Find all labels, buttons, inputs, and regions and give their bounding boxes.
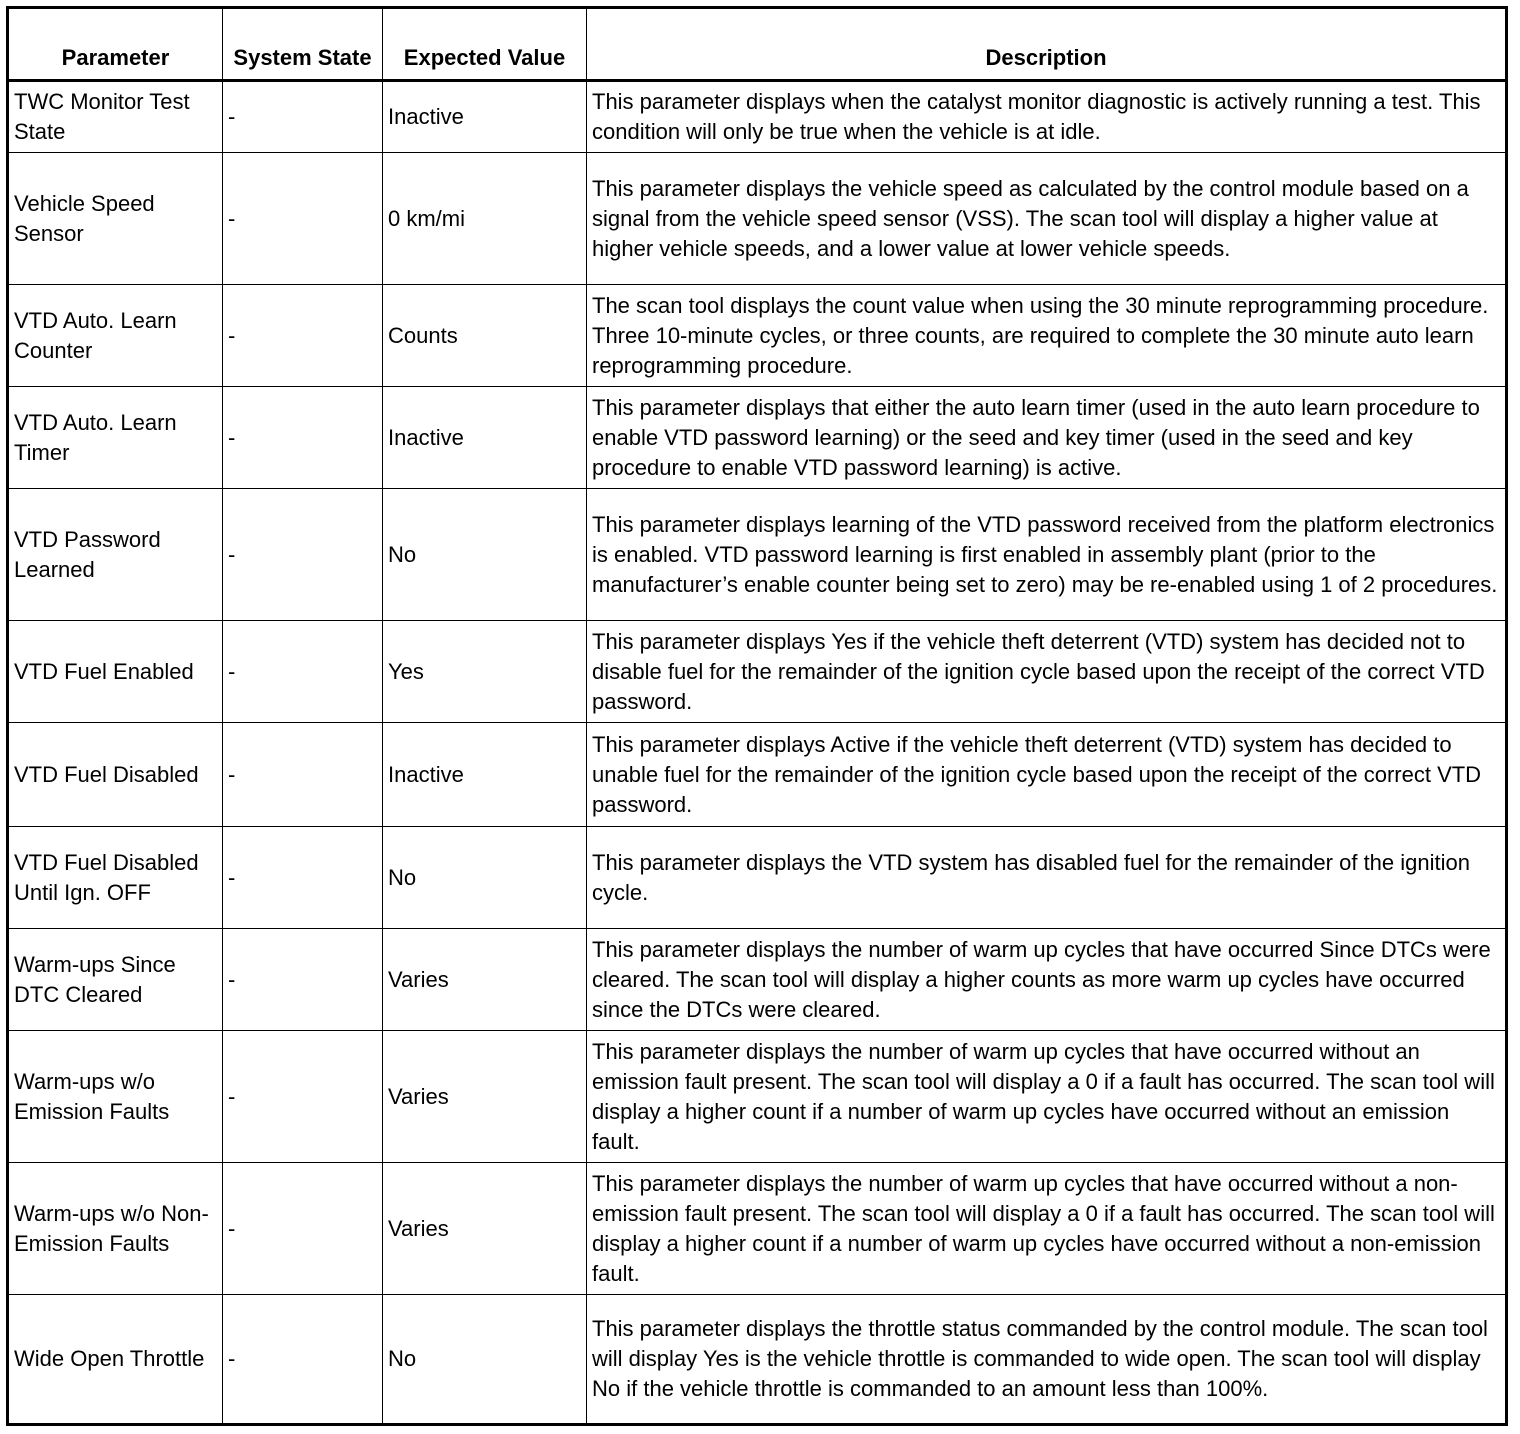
expected-value-cell: Inactive <box>383 723 587 827</box>
description-cell: This parameter displays Yes if the vehicle theft deterrent (VTD) system has decided not to disable fuel for the remainder of the ignition cycle based upon the receipt of the correct VTD password. <box>587 621 1507 723</box>
table-row <box>8 621 1507 723</box>
parameter-cell: VTD Password Learned <box>8 489 223 621</box>
description-cell: This parameter displays the VTD system has disabled fuel for the remainder of the ignition cycle. <box>587 827 1507 929</box>
system-state-cell: - <box>223 1163 383 1295</box>
parameter-cell: Warm-ups w/o Emission Faults <box>8 1031 223 1163</box>
expected-value-cell: Yes <box>383 621 587 723</box>
table-row <box>8 81 1507 153</box>
header-expected-value: Expected Value <box>383 8 587 81</box>
description-cell: This parameter displays the number of warm up cycles that have occurred Since DTCs were cleared. The scan tool will display a higher counts as more warm up cycles have occurred since the DTCs were cleared. <box>587 929 1507 1031</box>
header-row <box>8 8 1507 81</box>
description-cell: This parameter displays Active if the vehicle theft deterrent (VTD) system has decided to unable fuel for the remainder of the ignition cycle based upon the receipt of the correct VTD password. <box>587 723 1507 827</box>
expected-value-cell: Counts <box>383 285 587 387</box>
parameter-cell: Warm-ups w/o Non-Emission Faults <box>8 1163 223 1295</box>
system-state-cell: - <box>223 1295 383 1425</box>
expected-value-cell: Varies <box>383 1031 587 1163</box>
header-description: Description <box>587 8 1507 81</box>
description-cell: This parameter displays learning of the VTD password received from the platform electronics is enabled. VTD password learning is first enabled in assembly plant (prior to the manufacturer’s enable counter being set to zero) may be re-enabled using 1 of 2 procedures. <box>587 489 1507 621</box>
table-row <box>8 387 1507 489</box>
system-state-cell: - <box>223 723 383 827</box>
description-cell: This parameter displays the vehicle speed as calculated by the control module based on a signal from the vehicle speed sensor (VSS). The scan tool will display a higher value at higher vehicle speeds, and a lower value at lower vehicle speeds. <box>587 153 1507 285</box>
system-state-cell: - <box>223 81 383 153</box>
parameter-cell: VTD Fuel Disabled Until Ign. OFF <box>8 827 223 929</box>
header-system-state: System State <box>223 8 383 81</box>
expected-value-cell: Inactive <box>383 387 587 489</box>
parameter-cell: VTD Auto. Learn Counter <box>8 285 223 387</box>
expected-value-cell: No <box>383 827 587 929</box>
table-row <box>8 1295 1507 1425</box>
expected-value-cell: No <box>383 1295 587 1425</box>
system-state-cell: - <box>223 621 383 723</box>
parameter-table <box>6 6 1508 1426</box>
table-row <box>8 153 1507 285</box>
parameter-cell: Wide Open Throttle <box>8 1295 223 1425</box>
table-row <box>8 929 1507 1031</box>
system-state-cell: - <box>223 387 383 489</box>
header-parameter: Parameter <box>8 8 223 81</box>
table-row <box>8 1163 1507 1295</box>
description-cell: This parameter displays the number of warm up cycles that have occurred without an emission fault present. The scan tool will display a 0 if a fault has occurred. The scan tool will display a higher count if a number of warm up cycles have occurred without an emission fault. <box>587 1031 1507 1163</box>
table-row <box>8 1031 1507 1163</box>
parameter-cell: TWC Monitor Test State <box>8 81 223 153</box>
system-state-cell: - <box>223 153 383 285</box>
system-state-cell: - <box>223 285 383 387</box>
system-state-cell: - <box>223 489 383 621</box>
table-row <box>8 489 1507 621</box>
parameter-cell: VTD Auto. Learn Timer <box>8 387 223 489</box>
parameter-cell: VTD Fuel Disabled <box>8 723 223 827</box>
expected-value-cell: No <box>383 489 587 621</box>
system-state-cell: - <box>223 827 383 929</box>
description-cell: The scan tool displays the count value when using the 30 minute reprogramming procedure. Three 10-minute cycles, or three counts, are required to complete the 30 minute auto learn reprogramming procedure. <box>587 285 1507 387</box>
description-cell: This parameter displays when the catalyst monitor diagnostic is actively running a test. This condition will only be true when the vehicle is at idle. <box>587 81 1507 153</box>
table-row <box>8 827 1507 929</box>
parameter-cell: Vehicle Speed Sensor <box>8 153 223 285</box>
expected-value-cell: 0 km/mi <box>383 153 587 285</box>
parameter-cell: Warm-ups Since DTC Cleared <box>8 929 223 1031</box>
description-cell: This parameter displays the number of warm up cycles that have occurred without a non-emission fault present. The scan tool will display a 0 if a fault has occurred. The scan tool will display a higher count if a number of warm up cycles have occurred without a non-emission fault. <box>587 1163 1507 1295</box>
table-row <box>8 285 1507 387</box>
description-cell: This parameter displays the throttle status commanded by the control module. The scan tool will display Yes is the vehicle throttle is commanded to wide open. The scan tool will display No if the vehicle throttle is commanded to an amount less than 100%. <box>587 1295 1507 1425</box>
table-row <box>8 723 1507 827</box>
system-state-cell: - <box>223 929 383 1031</box>
expected-value-cell: Inactive <box>383 81 587 153</box>
parameter-cell: VTD Fuel Enabled <box>8 621 223 723</box>
description-cell: This parameter displays that either the auto learn timer (used in the auto learn procedure to enable VTD password learning) or the seed and key timer (used in the seed and key procedure to enable VTD password learning) is active. <box>587 387 1507 489</box>
system-state-cell: - <box>223 1031 383 1163</box>
expected-value-cell: Varies <box>383 929 587 1031</box>
expected-value-cell: Varies <box>383 1163 587 1295</box>
